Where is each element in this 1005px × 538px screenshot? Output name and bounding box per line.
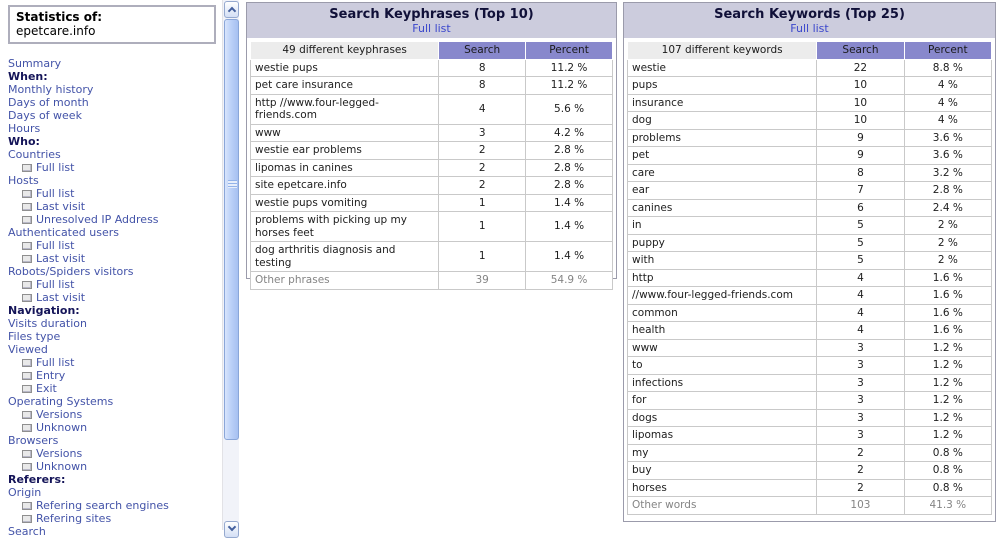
sidebar-item-browsers[interactable] [8,434,222,447]
term-cell: lipomas [628,427,817,445]
percent-column-header: Percent [904,42,991,60]
search-count-cell: 3 [817,339,904,357]
search-count-cell: 1 [439,212,526,242]
table-row [628,462,992,480]
search-count-cell: 2 [439,142,526,160]
sidebar-item-label: Last visit [36,200,86,213]
term-cell: pups [628,77,817,95]
percent-cell: 1.2 % [904,392,991,410]
table-row [251,177,613,195]
term-cell: common [628,304,817,322]
term-cell: www [251,124,439,142]
percent-cell: 0.8 % [904,479,991,497]
main-content [239,0,1005,530]
sidebar-item-label: Viewed [8,343,48,356]
search-count-cell: 3 [817,427,904,445]
search-count-cell: 8 [439,59,526,77]
sidebar-item-label: Countries [8,148,61,161]
search-count-cell: 22 [817,59,904,77]
sidebar-item-label: Exit [36,382,57,395]
sidebar-item-label: Last visit [36,252,86,265]
sidebar-scrollbar[interactable] [222,0,239,530]
keywords-title-bar [624,3,995,38]
search-count-cell: 39 [439,272,526,290]
search-count-cell: 2 [817,462,904,480]
percent-cell: 2 % [904,217,991,235]
sidebar-item-label: Full list [36,239,75,252]
keyphrases-table-wrap [247,38,616,293]
search-count-cell: 9 [817,147,904,165]
sidebar-item-robots-spiders-visitors[interactable] [8,265,222,278]
sidebar-heading-when [8,70,222,83]
term-cell: http [628,269,817,287]
percent-cell: 1.2 % [904,339,991,357]
list-icon [22,294,32,302]
table-row [251,242,613,272]
term-cell: dogs [628,409,817,427]
search-count-cell: 2 [817,479,904,497]
header-row [251,42,613,60]
sidebar-item-label: Refering search engines [36,499,169,512]
scrollbar-thumb[interactable] [224,19,239,440]
term-cell: problems with picking up my horses feet [251,212,439,242]
percent-cell: 1.4 % [526,212,613,242]
table-row [628,252,992,270]
sidebar-item-refering-search-engines[interactable] [8,499,222,512]
sidebar-item-search[interactable] [8,525,222,538]
percent-cell: 8.8 % [904,59,991,77]
list-icon [22,203,32,211]
term-cell: my [628,444,817,462]
sidebar-item-origin[interactable] [8,486,222,499]
search-count-cell: 9 [817,129,904,147]
sidebar-item-label: Full list [36,278,75,291]
statistics-of-box [8,5,216,44]
keywords-panel [623,2,996,522]
sidebar-item-monthly-history[interactable] [8,83,222,96]
sidebar-item-countries[interactable] [8,148,222,161]
list-icon [22,411,32,419]
sidebar-item-label: Browsers [8,434,59,447]
percent-cell: 1.6 % [904,287,991,305]
table-row [628,77,992,95]
sidebar-item-visits-duration[interactable] [8,317,222,330]
list-icon [22,216,32,224]
table-row [628,164,992,182]
percent-cell: 5.6 % [526,94,613,124]
sidebar-item-label: Refering sites [36,512,112,525]
keyphrases-full-list-link[interactable]: Full list [412,22,451,35]
search-count-cell: 10 [817,77,904,95]
sidebar-item-versions[interactable] [8,408,222,421]
term-cell: Other phrases [251,272,439,290]
percent-cell: 2.4 % [904,199,991,217]
sidebar-item-label: Hosts [8,174,39,187]
term-cell: pet care insurance [251,77,439,95]
sidebar-item-versions[interactable] [8,447,222,460]
percent-cell: 2.8 % [526,159,613,177]
term-cell: dog [628,112,817,130]
list-icon [22,502,32,510]
sidebar-item-full-list[interactable] [8,187,222,200]
sidebar-item-last-visit[interactable] [8,252,222,265]
keywords-title: Search Keywords (Top 25) [714,7,905,22]
sidebar-item-viewed[interactable] [8,343,222,356]
sidebar-item-label: Search [8,525,46,538]
sidebar-item-label: When: [8,70,48,83]
percent-cell: 2.8 % [526,177,613,195]
term-cell: westie ear problems [251,142,439,160]
statistics-of-label: Statistics of: [16,10,103,24]
scroll-up-button[interactable] [224,1,239,18]
table-row [628,479,992,497]
sidebar-item-label: Unresolved IP Address [36,213,159,226]
percent-cell: 1.4 % [526,194,613,212]
percent-cell: 3.6 % [904,147,991,165]
search-count-cell: 8 [439,77,526,95]
table-row [628,357,992,375]
table-row [628,287,992,305]
sidebar-item-files-type[interactable] [8,330,222,343]
percent-cell: 2.8 % [526,142,613,160]
table-row [628,392,992,410]
search-count-cell: 5 [817,234,904,252]
table-row [628,444,992,462]
sidebar-item-label: Days of week [8,109,82,122]
sidebar-item-unknown[interactable] [8,421,222,434]
header-row [628,42,992,60]
keyphrases-title: Search Keyphrases (Top 10) [329,7,534,22]
sidebar-item-label: Last visit [36,291,86,304]
table-row [628,409,992,427]
table-row [628,112,992,130]
percent-cell: 0.8 % [904,444,991,462]
list-icon [22,463,32,471]
search-count-cell: 4 [817,322,904,340]
term-cell: www [628,339,817,357]
percent-cell: 1.6 % [904,269,991,287]
table-row [628,269,992,287]
sidebar-item-label: Visits duration [8,317,87,330]
chevron-up-icon [228,7,236,15]
search-count-cell: 7 [817,182,904,200]
sidebar-item-unresolved-ip-address[interactable] [8,213,222,226]
table-row [251,142,613,160]
term-cell: //www.four-legged-friends.com [628,287,817,305]
keywords-count-header: 107 different keywords [628,42,817,60]
sidebar-item-full-list[interactable] [8,278,222,291]
table-row [251,59,613,77]
keyphrases-title-bar [247,3,616,38]
table-row [628,59,992,77]
term-cell: dog arthritis diagnosis and testing [251,242,439,272]
keywords-table [627,41,992,515]
search-column-header: Search [817,42,904,60]
term-cell: health [628,322,817,340]
sidebar-item-label: Robots/Spiders visitors [8,265,134,278]
percent-cell: 4 % [904,112,991,130]
search-count-cell: 3 [817,357,904,375]
table-row [251,159,613,177]
search-count-cell: 10 [817,94,904,112]
sidebar-item-full-list[interactable] [8,239,222,252]
table-row [251,124,613,142]
sidebar-item-label: Full list [36,161,75,174]
table-row [628,147,992,165]
percent-cell: 1.2 % [904,374,991,392]
term-cell: westie [628,59,817,77]
term-cell: insurance [628,94,817,112]
search-count-cell: 3 [817,409,904,427]
table-row [628,94,992,112]
keyphrases-count-header: 49 different keyphrases [251,42,439,60]
sidebar-item-label: Authenticated users [8,226,119,239]
search-count-cell: 4 [817,269,904,287]
table-row [628,374,992,392]
percent-cell: 2 % [904,234,991,252]
term-cell: care [628,164,817,182]
site-name: epetcare.info [16,24,96,38]
percent-cell: 4 % [904,94,991,112]
sidebar [0,0,222,538]
table-row [251,77,613,95]
term-cell: pet [628,147,817,165]
table-row [251,194,613,212]
table-row [628,182,992,200]
percent-column-header: Percent [526,42,613,60]
search-count-cell: 10 [817,112,904,130]
search-count-cell: 1 [439,194,526,212]
sidebar-item-unknown[interactable] [8,460,222,473]
table-row [628,199,992,217]
sidebar-heading-navigation [8,304,222,317]
term-cell: buy [628,462,817,480]
sidebar-item-label: Operating Systems [8,395,114,408]
sidebar-item-authenticated-users[interactable] [8,226,222,239]
sidebar-item-days-of-week[interactable] [8,109,222,122]
sidebar-item-hours[interactable] [8,122,222,135]
sidebar-item-days-of-month[interactable] [8,96,222,109]
percent-cell: 1.2 % [904,409,991,427]
table-row [628,234,992,252]
sidebar-item-label: Navigation: [8,304,80,317]
table-row [628,339,992,357]
keyphrases-panel [246,2,617,286]
percent-cell: 3.6 % [904,129,991,147]
term-cell: ear [628,182,817,200]
term-cell: westie pups [251,59,439,77]
sidebar-item-operating-systems[interactable] [8,395,222,408]
sidebar-item-label: Hours [8,122,41,135]
sidebar-item-refering-sites[interactable] [8,512,222,525]
table-row [628,304,992,322]
table-row [628,322,992,340]
sidebar-item-full-list[interactable] [8,161,222,174]
term-cell: puppy [628,234,817,252]
percent-cell: 1.2 % [904,357,991,375]
table-row [628,427,992,445]
sidebar-nav [8,57,222,538]
sidebar-item-hosts[interactable] [8,174,222,187]
sidebar-item-exit[interactable] [8,382,222,395]
sidebar-item-last-visit[interactable] [8,291,222,304]
percent-cell: 54.9 % [526,272,613,290]
search-count-cell: 4 [439,94,526,124]
sidebar-item-label: Versions [36,447,83,460]
sidebar-item-label: Days of month [8,96,89,109]
percent-cell: 2 % [904,252,991,270]
list-icon [22,515,32,523]
sidebar-item-summary[interactable] [8,57,222,70]
percent-cell: 2.8 % [904,182,991,200]
search-count-cell: 2 [439,159,526,177]
sidebar-item-label: Monthly history [8,83,94,96]
search-count-cell: 5 [817,217,904,235]
keywords-table-wrap [624,38,995,518]
term-cell: site epetcare.info [251,177,439,195]
search-count-cell: 4 [817,304,904,322]
sidebar-heading-referers [8,473,222,486]
list-icon [22,359,32,367]
list-icon [22,242,32,250]
search-count-cell: 3 [439,124,526,142]
percent-cell: 1.4 % [526,242,613,272]
sidebar-item-label: Full list [36,356,75,369]
list-icon [22,164,32,172]
percent-cell: 41.3 % [904,497,991,515]
list-icon [22,385,32,393]
sidebar-item-label: Entry [36,369,66,382]
other-row [251,272,613,290]
keywords-full-list-link[interactable]: Full list [790,22,829,35]
search-count-cell: 5 [817,252,904,270]
list-icon [22,372,32,380]
term-cell: with [628,252,817,270]
search-count-cell: 2 [817,444,904,462]
table-row [251,94,613,124]
list-icon [22,450,32,458]
search-count-cell: 4 [817,287,904,305]
term-cell: infections [628,374,817,392]
table-row [628,217,992,235]
search-count-cell: 8 [817,164,904,182]
search-count-cell: 2 [439,177,526,195]
list-icon [22,190,32,198]
sidebar-item-label: Unknown [36,460,88,473]
scrollbar-grip [228,180,237,188]
sidebar-item-label: Origin [8,486,42,499]
percent-cell: 11.2 % [526,59,613,77]
term-cell: http //www.four-legged-friends.com [251,94,439,124]
term-cell: to [628,357,817,375]
percent-cell: 1.2 % [904,427,991,445]
table-row [251,212,613,242]
percent-cell: 0.8 % [904,462,991,480]
term-cell: horses [628,479,817,497]
term-cell: problems [628,129,817,147]
other-row [628,497,992,515]
percent-cell: 11.2 % [526,77,613,95]
search-count-cell: 1 [439,242,526,272]
list-icon [22,255,32,263]
keyphrases-table [250,41,613,290]
percent-cell: 4 % [904,77,991,95]
sidebar-item-label: Referers: [8,473,66,486]
sidebar-item-label: Versions [36,408,83,421]
sidebar-item-full-list[interactable] [8,356,222,369]
percent-cell: 1.6 % [904,304,991,322]
sidebar-item-label: Who: [8,135,40,148]
percent-cell: 3.2 % [904,164,991,182]
table-row [628,129,992,147]
search-count-cell: 6 [817,199,904,217]
term-cell: westie pups vomiting [251,194,439,212]
sidebar-item-last-visit[interactable] [8,200,222,213]
term-cell: lipomas in canines [251,159,439,177]
percent-cell: 1.6 % [904,322,991,340]
term-cell: canines [628,199,817,217]
search-column-header: Search [439,42,526,60]
search-count-cell: 103 [817,497,904,515]
sidebar-item-label: Full list [36,187,75,200]
sidebar-heading-who [8,135,222,148]
sidebar-item-label: Summary [8,57,62,70]
sidebar-item-label: Files type [8,330,61,343]
percent-cell: 4.2 % [526,124,613,142]
search-count-cell: 3 [817,392,904,410]
list-icon [22,424,32,432]
term-cell: Other words [628,497,817,515]
search-count-cell: 3 [817,374,904,392]
list-icon [22,281,32,289]
sidebar-item-entry[interactable] [8,369,222,382]
sidebar-item-label: Unknown [36,421,88,434]
term-cell: for [628,392,817,410]
term-cell: in [628,217,817,235]
